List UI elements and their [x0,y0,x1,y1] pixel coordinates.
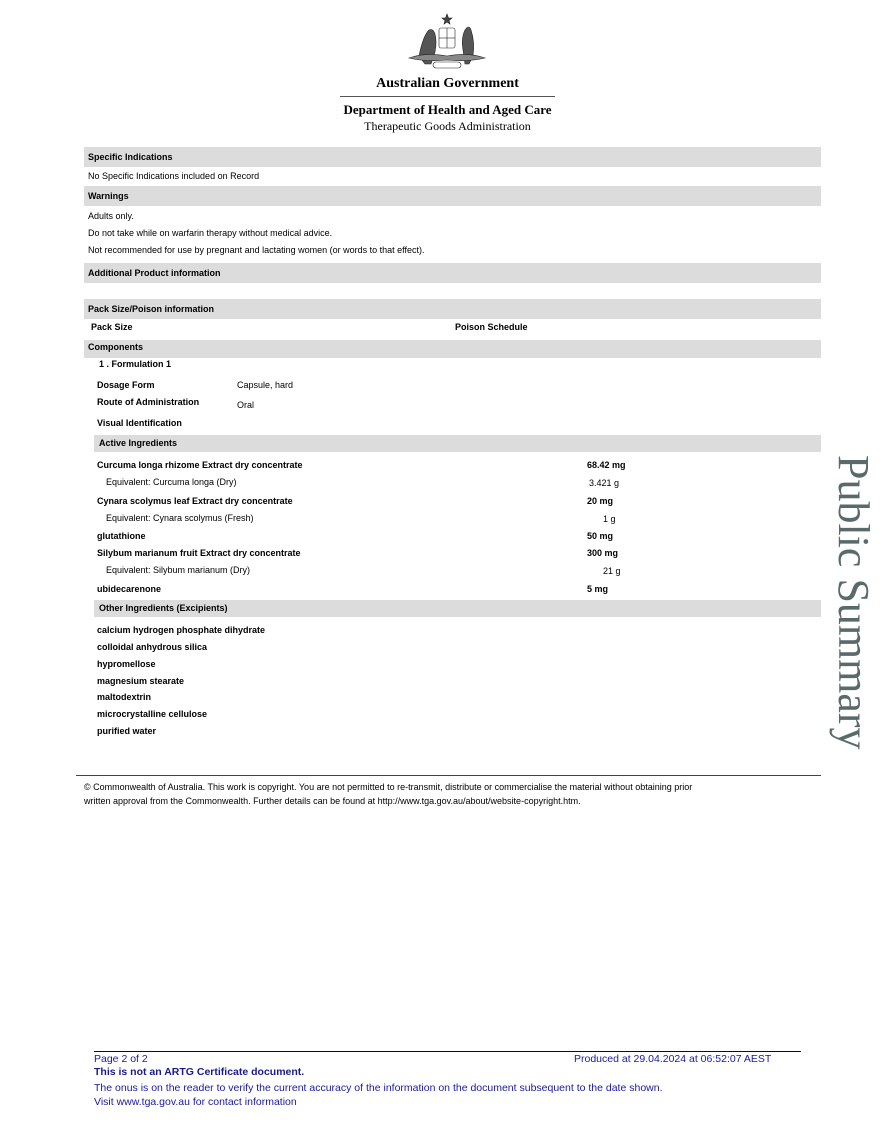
warning-item: Do not take while on warfarin therapy without medical advice. [88,228,333,238]
warnings-heading: Warnings [88,191,129,201]
copyright-line: written approval from the Commonwealth. Further details can be found at http://www.tga.gov.au/about/website-copyright.htm. [84,796,581,806]
ingredient-amount: 20 mg [587,496,614,506]
ingredient-equivalent: Equivalent: Cynara scolymus (Fresh) [106,513,254,523]
excipient-item: magnesium stearate [97,676,185,686]
ingredient-name: ubidecarenone [97,584,162,594]
specific-indications-bar [84,147,821,167]
warning-item: Adults only. [88,211,134,221]
specific-indications-heading: Specific Indications [88,152,173,162]
ingredient-equivalent-amount: 3.421 g [589,478,620,488]
warning-item: Not recommended for use by pregnant and lactating women (or words to that effect). [88,245,425,255]
public-summary-label: Public Summary [829,455,878,750]
ingredient-equivalent-amount: 1 g [603,514,616,524]
coat-of-arms-logo [405,12,489,74]
ingredient-amount: 50 mg [587,531,614,541]
components-heading: Components [88,342,143,352]
visual-identification-label: Visual Identification [97,418,182,428]
pack-size-heading: Pack Size/Poison information [88,304,215,314]
ingredient-amount: 68.42 mg [587,460,626,470]
active-ingredients-bar [94,435,821,452]
agency-title: Therapeutic Goods Administration [364,119,531,133]
active-ingredients-heading: Active Ingredients [99,438,178,448]
produced-timestamp: Produced at 29.04.2024 at 06:52:07 AEST [574,1053,772,1065]
dosage-form-label: Dosage Form [97,380,155,390]
pack-size-column-header: Pack Size [91,322,133,332]
ingredient-equivalent: Equivalent: Curcuma longa (Dry) [106,477,237,487]
additional-info-heading: Additional Product information [88,268,221,278]
poison-schedule-column-header: Poison Schedule [455,322,528,332]
specific-indications-text: No Specific Indications included on Record [88,171,260,181]
ingredient-amount: 5 mg [587,584,609,594]
ingredient-name: Curcuma longa rhizome Extract dry concentrate [97,460,303,470]
footer-divider [94,1051,801,1052]
excipient-item: colloidal anhydrous silica [97,642,208,652]
route-value: Oral [237,400,255,410]
excipient-item: calcium hydrogen phosphate dihydrate [97,625,266,635]
components-bar [84,340,821,358]
copyright-divider [76,775,821,776]
page-number: Page 2 of 2 [94,1053,148,1065]
copyright-line: © Commonwealth of Australia. This work is copyright. You are not permitted to re-transmit, distribute or commercialise the material without obtaining prior [84,782,693,792]
formulation-title: 1 . Formulation 1 [99,359,172,369]
excipient-item: maltodextrin [97,692,152,702]
ingredient-name: glutathione [97,531,146,541]
warnings-bar [84,186,821,206]
dosage-form-value: Capsule, hard [237,380,294,390]
department-title: Department of Health and Aged Care [343,102,552,117]
government-title: Australian Government [376,76,519,91]
ingredient-name: Silybum marianum fruit Extract dry concentrate [97,548,301,558]
ingredient-amount: 300 mg [587,548,619,558]
header-divider [340,96,555,97]
excipients-heading: Other Ingredients (Excipients) [99,603,228,613]
ingredient-name: Cynara scolymus leaf Extract dry concentrate [97,496,293,506]
ingredient-equivalent: Equivalent: Silybum marianum (Dry) [106,565,251,575]
onus-notice: The onus is on the reader to verify the current accuracy of the information on the document subsequent to the date shown. [94,1082,663,1094]
excipient-item: hypromellose [97,659,156,669]
not-certificate-notice: This is not an ARTG Certificate document. [94,1066,305,1078]
side-label [825,455,889,835]
excipient-item: microcrystalline cellulose [97,709,208,719]
contact-notice: Visit www.tga.gov.au for contact information [94,1096,297,1108]
ingredient-equivalent-amount: 21 g [603,566,621,576]
excipient-item: purified water [97,726,157,736]
route-label: Route of Administration [97,397,200,407]
